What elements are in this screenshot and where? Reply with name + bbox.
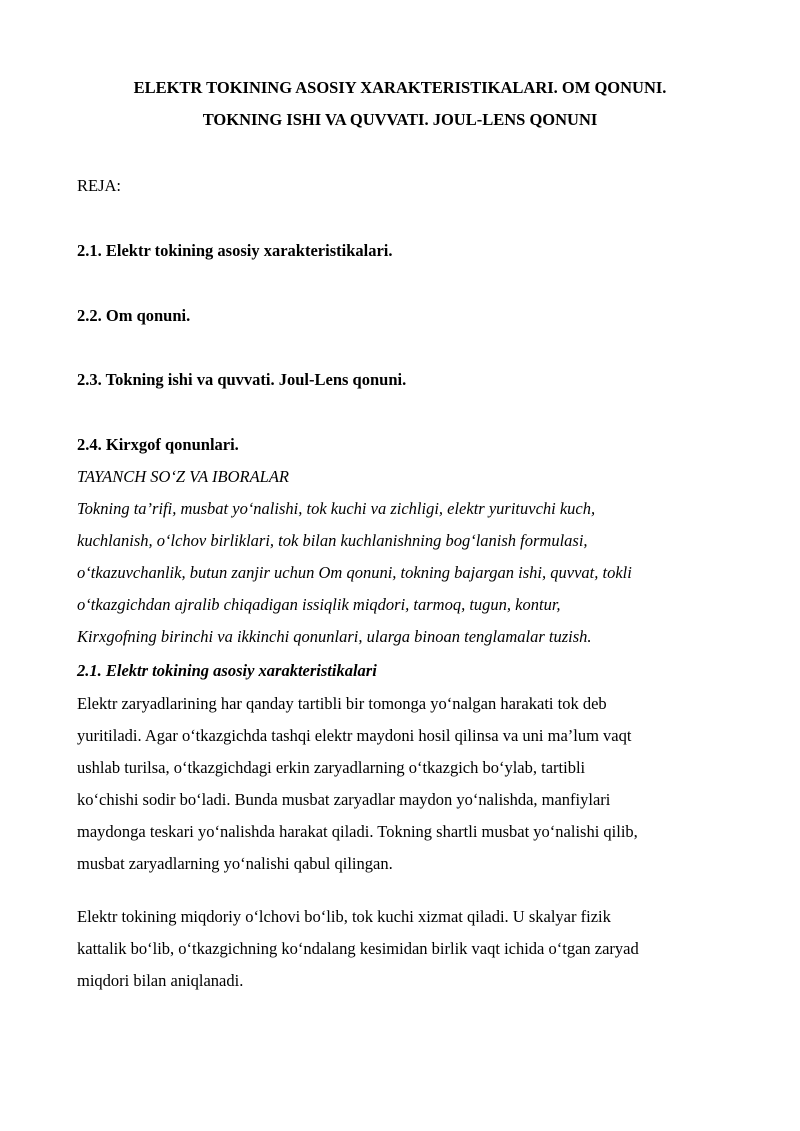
document-title	[60, 72, 740, 136]
plan-item-2: 2.2. Om qonuni.	[77, 306, 191, 325]
plan-item-4: 2.4. Kirxgof qonunlari.	[77, 435, 239, 454]
paragraph-line: maydonga teskari yo‘nalishda harakat qiladi. Tokning shartli musbat yo‘nalishi qilib,	[77, 822, 638, 841]
keywords-line: o‘tkazgichdan ajralib chiqadigan issiqlik miqdori, tarmoq, tugun, kontur,	[77, 595, 561, 614]
paragraph-line: ko‘chishi sodir bo‘ladi. Bunda musbat zaryadlar maydon yo‘nalishda, manfiylari	[77, 790, 611, 809]
paragraph-line: ushlab turilsa, o‘tkazgichdagi erkin zaryadlarning o‘tkazgich bo‘ylab, tartibli	[77, 758, 586, 777]
keywords-line: kuchlanish, o‘lchov birliklari, tok bilan kuchlanishning bog‘lanish formulasi,	[77, 531, 588, 550]
paragraph-line: musbat zaryadlarning yo‘nalishi qabul qilingan.	[77, 854, 393, 873]
title-line-2: TOKNING ISHI VA QUVVATI. JOUL-LENS QONUNI	[202, 110, 598, 129]
plan-item-3: 2.3. Tokning ishi va quvvati. Joul-Lens qonuni.	[77, 370, 407, 389]
paragraph-line: kattalik bo‘lib, o‘tkazgichning ko‘ndalang kesimidan birlik vaqt ichida o‘tgan zaryad	[77, 939, 639, 958]
plan-label: REJA:	[77, 176, 122, 195]
keywords-line: o‘tkazuvchanlik, butun zanjir uchun Om qonuni, tokning bajargan ishi, quvvat, tokli	[77, 563, 632, 582]
paragraph-line: Elektr zaryadlarining har qanday tartibli bir tomonga yo‘nalgan harakati tok deb	[77, 694, 607, 713]
paragraph-1	[77, 688, 737, 880]
paragraph-line: yuritiladi. Agar o‘tkazgichda tashqi elektr maydoni hosil qilinsa va uni ma’lum vaqt	[77, 726, 632, 745]
paragraph-line: miqdori bilan aniqlanadi.	[77, 971, 244, 990]
title-line-1: ELEKTR TOKINING ASOSIY XARAKTERISTIKALARI. OM QONUNI.	[133, 78, 667, 97]
keywords-line: Kirxgofning birinchi va ikkinchi qonunlari, ularga binoan tenglamalar tuzish.	[77, 627, 592, 646]
plan-item-1: 2.1. Elektr tokining asosiy xarakteristikalari.	[77, 241, 393, 260]
keywords-line: Tokning ta’rifi, musbat yo‘nalishi, tok kuchi va zichligi, elektr yurituvchi kuch,	[77, 499, 596, 518]
keywords-text	[77, 493, 737, 653]
paragraph-line: Elektr tokining miqdoriy o‘lchovi bo‘lib, tok kuchi xizmat qiladi. U skalyar fizik	[77, 907, 611, 926]
section-heading: 2.1. Elektr tokining asosiy xarakteristikalari	[77, 661, 377, 680]
paragraph-2	[77, 901, 737, 997]
keywords-heading: TAYANCH SO‘Z VA IBORALAR	[77, 467, 289, 486]
